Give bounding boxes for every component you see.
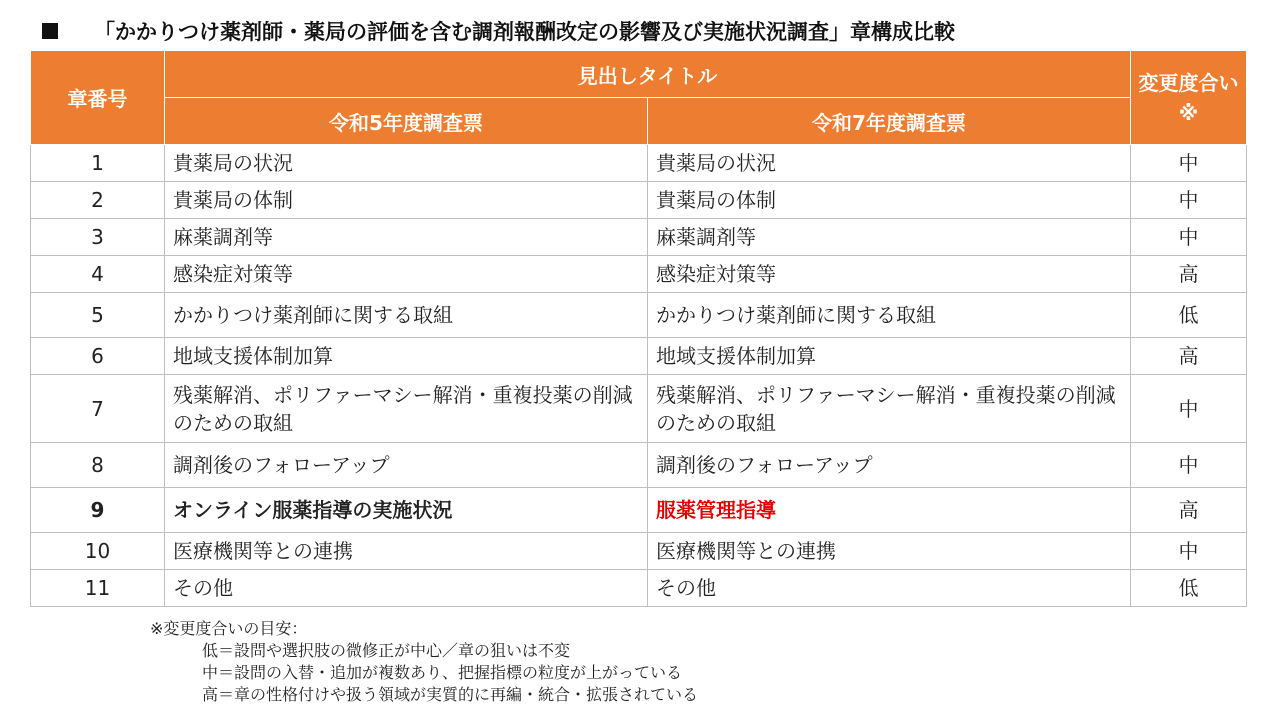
change-degree: 中 <box>1131 145 1247 182</box>
table-row <box>31 533 1247 570</box>
r7-heading: 地域支援体制加算 <box>648 338 1131 375</box>
chapter-no: 6 <box>31 338 165 375</box>
table-row <box>31 570 1247 607</box>
r5-heading: 貴薬局の体制 <box>165 182 648 219</box>
change-degree: 中 <box>1131 219 1247 256</box>
change-degree: 低 <box>1131 570 1247 607</box>
chapter-no: 2 <box>31 182 165 219</box>
table-row <box>31 219 1247 256</box>
square-bullet-icon <box>42 23 58 39</box>
r5-heading: 残薬解消、ポリファーマシー解消・重複投薬の削減のための取組 <box>165 375 648 443</box>
r7-heading: 感染症対策等 <box>648 256 1131 293</box>
table-row <box>31 488 1247 533</box>
r5-heading: その他 <box>165 570 648 607</box>
r5-heading: 麻薬調剤等 <box>165 219 648 256</box>
page-title-text: 「かかりつけ薬剤師・薬局の評価を含む調剤報酬改定の影響及び実施状況調査」章構成比較 <box>94 20 955 44</box>
r5-heading: 感染症対策等 <box>165 256 648 293</box>
chapter-no: 3 <box>31 219 165 256</box>
r5-heading: かかりつけ薬剤師に関する取組 <box>165 293 648 338</box>
table-row <box>31 256 1247 293</box>
change-degree: 中 <box>1131 443 1247 488</box>
chapter-comparison-table <box>30 50 1247 607</box>
chapter-no: 5 <box>31 293 165 338</box>
r7-heading: 医療機関等との連携 <box>648 533 1131 570</box>
change-degree: 中 <box>1131 182 1247 219</box>
chapter-no: 1 <box>31 145 165 182</box>
r7-heading: 残薬解消、ポリファーマシー解消・重複投薬の削減のための取組 <box>648 375 1131 443</box>
chapter-no: 11 <box>31 570 165 607</box>
table-row <box>31 145 1247 182</box>
chapter-no: 8 <box>31 443 165 488</box>
r7-heading-changed: 服薬管理指導 <box>648 488 1131 533</box>
footnote-mid: 中＝設問の入替・追加が複数あり、把握指標の粒度が上がっている <box>202 663 683 682</box>
header-heading-title: 見出しタイトル <box>165 51 1131 98</box>
table-row <box>31 293 1247 338</box>
r5-heading: 貴薬局の状況 <box>165 145 648 182</box>
r7-heading: その他 <box>648 570 1131 607</box>
header-change-degree: 変更度合い※ <box>1131 51 1247 145</box>
r7-heading: 麻薬調剤等 <box>648 219 1131 256</box>
change-degree: 高 <box>1131 338 1247 375</box>
chapter-no: 7 <box>31 375 165 443</box>
header-chapter-no: 章番号 <box>31 51 165 145</box>
change-degree: 中 <box>1131 375 1247 443</box>
chapter-no: 4 <box>31 256 165 293</box>
footnote-heading: ※変更度合いの目安： <box>150 619 308 638</box>
table-row <box>31 375 1247 443</box>
r7-heading: 貴薬局の状況 <box>648 145 1131 182</box>
r7-heading: 調剤後のフォローアップ <box>648 443 1131 488</box>
footnotes <box>150 618 698 706</box>
r7-heading: 貴薬局の体制 <box>648 182 1131 219</box>
r5-heading: 医療機関等との連携 <box>165 533 648 570</box>
footnote-high: 高＝章の性格付けや扱う領域が実質的に再編・統合・拡張されている <box>202 685 699 704</box>
table-row <box>31 443 1247 488</box>
r5-heading: 地域支援体制加算 <box>165 338 648 375</box>
footnote-low: 低＝設問や選択肢の微修正が中心／章の狙いは不変 <box>202 641 571 660</box>
r5-heading: 調剤後のフォローアップ <box>165 443 648 488</box>
r7-heading: かかりつけ薬剤師に関する取組 <box>648 293 1131 338</box>
chapter-no: 9 <box>31 488 165 533</box>
table-row <box>31 182 1247 219</box>
chapter-no: 10 <box>31 533 165 570</box>
change-degree: 高 <box>1131 488 1247 533</box>
change-degree: 高 <box>1131 256 1247 293</box>
page-title <box>42 14 955 48</box>
table-row <box>31 338 1247 375</box>
header-r7: 令和7年度調査票 <box>648 98 1131 145</box>
header-r5: 令和5年度調査票 <box>165 98 648 145</box>
change-degree: 低 <box>1131 293 1247 338</box>
change-degree: 中 <box>1131 533 1247 570</box>
r5-heading: オンライン服薬指導の実施状況 <box>165 488 648 533</box>
